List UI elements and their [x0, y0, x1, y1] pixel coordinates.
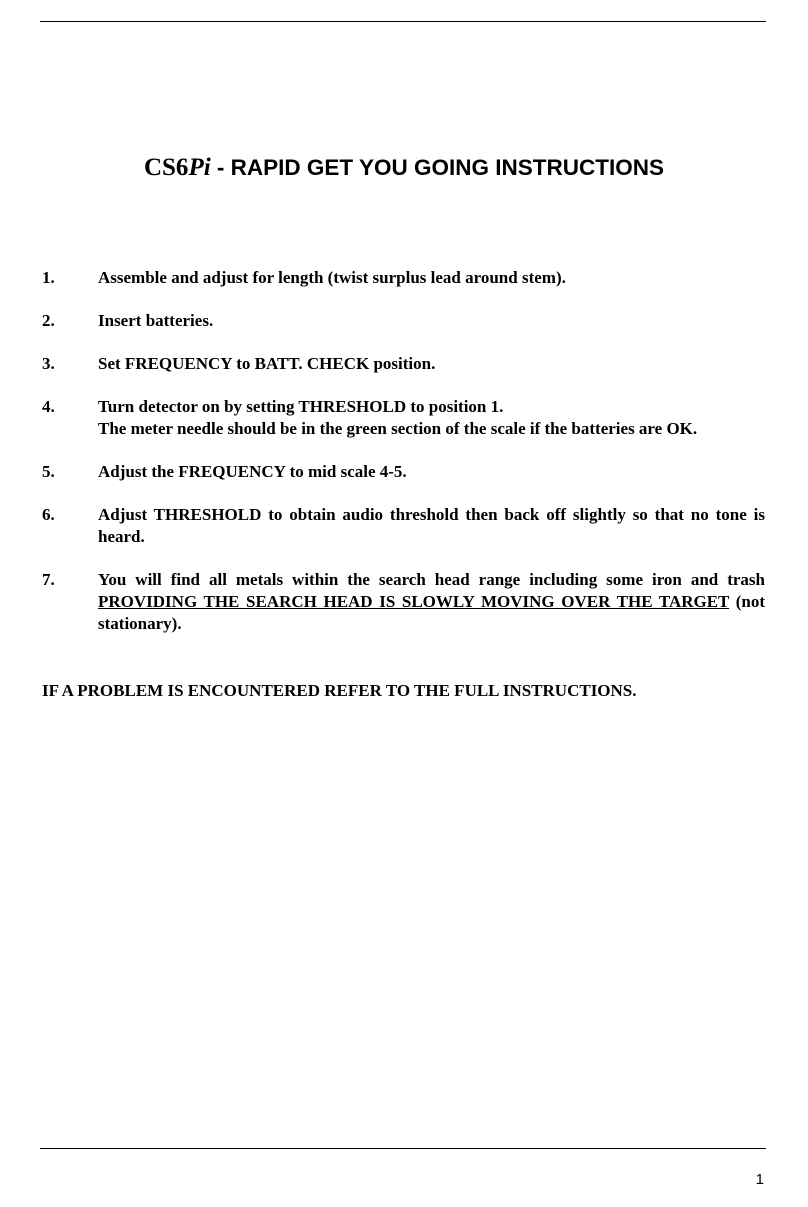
- step-number: 1.: [42, 268, 55, 287]
- list-item: [42, 267, 765, 289]
- step-text: Insert batteries.: [98, 311, 214, 330]
- list-item: [42, 504, 765, 548]
- step-text: Adjust the FREQUENCY to mid scale 4-5.: [98, 462, 407, 481]
- step-text-emphasis: PROVIDING THE SEARCH HEAD IS SLOWLY MOVING OVER THE TARGET: [98, 592, 730, 611]
- model-name: CS6Pi: [143, 154, 211, 181]
- step-text: Set FREQUENCY to BATT. CHECK position.: [98, 354, 436, 373]
- step-text: Assemble and adjust for length (twist surplus lead around stem).: [98, 268, 566, 287]
- step-number: 3.: [42, 354, 55, 373]
- list-item: [42, 310, 765, 332]
- page-title: [0, 152, 808, 184]
- step-number: 5.: [42, 462, 55, 481]
- step-text: Turn detector on by setting THRESHOLD to position 1.: [98, 397, 504, 416]
- step-text-after: (not stationary).: [98, 592, 766, 633]
- list-item: [42, 569, 765, 635]
- page-number: 1: [755, 1171, 764, 1188]
- step-number: 4.: [42, 397, 55, 416]
- step-text-continued: The meter needle should be in the green section of the scale if the batteries are OK.: [98, 419, 698, 438]
- step-number: 6.: [42, 505, 55, 524]
- step-text: You will find all metals within the search head range including some iron and trash: [98, 570, 765, 589]
- top-rule: [40, 21, 766, 22]
- bottom-rule: [40, 1148, 766, 1149]
- title-text: - RAPID GET YOU GOING INSTRUCTIONS: [210, 155, 665, 180]
- step-number: 7.: [42, 570, 55, 589]
- problem-note: IF A PROBLEM IS ENCOUNTERED REFER TO THE FULL INSTRUCTIONS.: [42, 681, 637, 700]
- list-item: [42, 461, 765, 483]
- step-text: Adjust THRESHOLD to obtain audio threshold then back off slightly so that no tone is heard.: [98, 505, 765, 546]
- step-number: 2.: [42, 311, 55, 330]
- list-item: [42, 396, 765, 440]
- instruction-list: [42, 267, 765, 656]
- list-item: [42, 353, 765, 375]
